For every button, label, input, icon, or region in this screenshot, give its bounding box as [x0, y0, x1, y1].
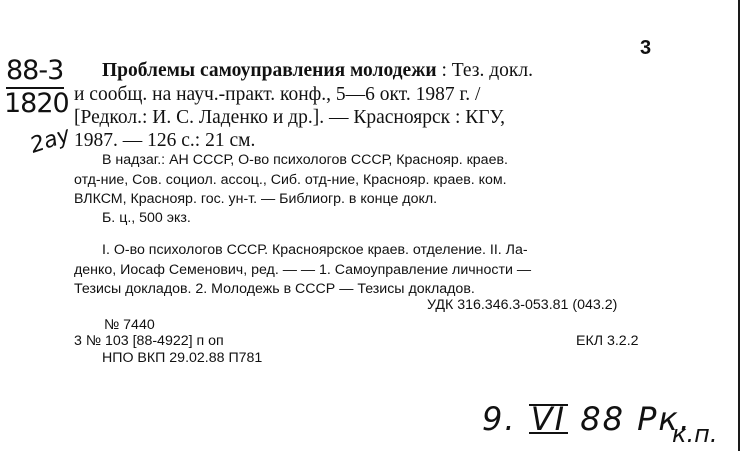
handwritten-mark: 2ay — [27, 122, 74, 159]
tracing-line-2: денко, Иосаф Семенович, ред. — — 1. Самоуправление личности — — [74, 262, 532, 278]
udk-code: УДК 316.346.3-053.81 (043.2) — [427, 297, 618, 313]
description-line-2: и сообщ. на науч.-практ. конф., 5—6 окт. 1987 г. / — [74, 84, 481, 105]
npo-line: НПО ВКП 29.02.88 П781 — [102, 350, 263, 366]
date-day: 9. — [482, 400, 517, 438]
title-line — [102, 60, 533, 82]
handwritten-initials: к.п. — [672, 420, 718, 448]
description-line-3: [Редкол.: И. С. Ладенко и др.]. — Красноярск : КГУ, — [74, 107, 506, 128]
book-title: Проблемы самоуправления молодежи — [102, 60, 437, 81]
title-continuation: : Тез. докл. — [441, 60, 534, 81]
handwritten-date — [482, 400, 692, 438]
shelf-code-line2: 1820 — [4, 88, 69, 119]
tracing-line-1: I. О-во психологов СССР. Красноярское краев. отделение. II. Ла- — [102, 242, 528, 258]
description-line-4: 1987. — 126 с.: 21 см. — [74, 130, 256, 151]
card-edge — [738, 0, 740, 451]
date-month: VI — [530, 400, 567, 438]
ekl-code: ЕКЛ 3.2.2 — [576, 333, 639, 349]
note-line-1: В надзаг.: АН СССР, О-во психологов СССР, Краснояр. краев. — [102, 152, 508, 168]
date-year: 88 Рк. — [580, 400, 692, 438]
shelf-code-line1: 88-3 — [6, 55, 64, 86]
order-number: № 7440 — [104, 317, 155, 333]
note-line-2: отд-ние, Сов. социол. ассоц., Сиб. отд-ние, Краснояр. краев. ком. — [74, 172, 507, 188]
note-line-4: Б. ц., 500 экз. — [102, 210, 191, 226]
print-info: 3 № 103 [88-4922] п оп — [74, 333, 224, 349]
note-line-3: ВЛКСМ, Краснояр. гос. ун-т. — Библиогр. в конце докл. — [74, 191, 438, 207]
card-number: 3 — [640, 37, 652, 59]
tracing-line-3: Тезисы докладов. 2. Молодежь в СССР — Тезисы докладов. — [74, 281, 475, 297]
